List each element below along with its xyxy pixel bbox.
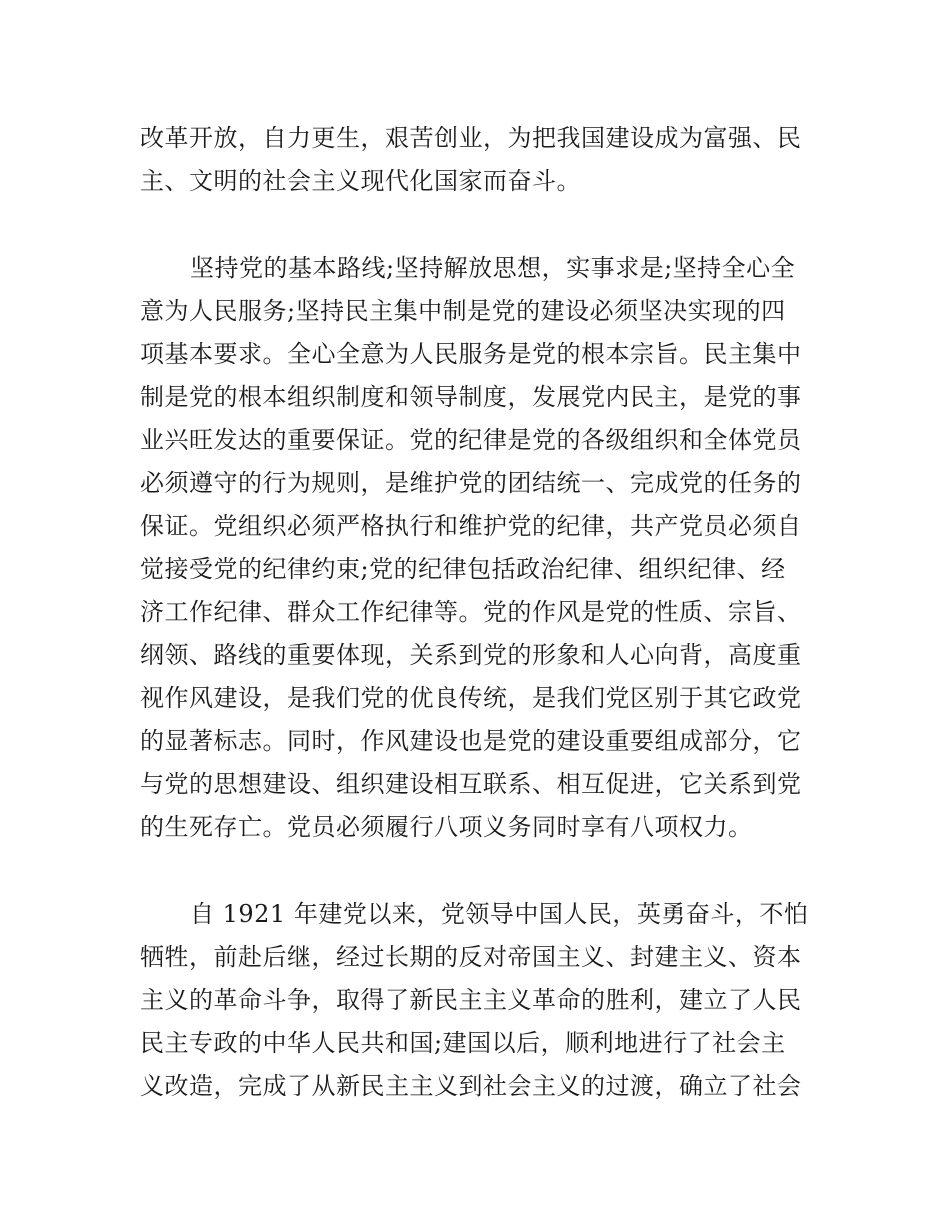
text-line: 必须遵守的行为规则，是维护党的团结统一、完成党的任务的 — [140, 469, 802, 497]
text-line: 主义的革命斗争，取得了新民主主义革命的胜利，建立了人民 — [140, 986, 802, 1014]
text-line: 意为人民服务;坚持民主集中制是党的建设必须坚决实现的四 — [140, 297, 786, 325]
text-line: 纲领、路线的重要体现，关系到党的形象和人心向背，高度重 — [140, 641, 802, 669]
text-line: 与党的思想建设、组织建设相互联系、相互促进，它关系到党 — [140, 770, 802, 798]
text-line: 民主专政的中华人民共和国;建国以后，顺利地进行了社会主 — [140, 1029, 786, 1057]
text-line: 视作风建设，是我们党的优良传统，是我们党区别于其它政党 — [140, 684, 802, 712]
text-line: 制是党的根本组织制度和领导制度，发展党内民主，是党的事 — [140, 383, 802, 411]
text-line: 济工作纪律、群众工作纪律等。党的作风是党的性质、宗旨、 — [140, 598, 802, 626]
text-line: 主、文明的社会主义现代化国家而奋斗。 — [140, 167, 581, 195]
text-line: 坚持党的基本路线;坚持解放思想，实事求是;坚持全心全 — [190, 254, 796, 282]
text-line: 的生死存亡。党员必须履行八项义务同时享有八项权力。 — [140, 813, 753, 841]
text-line: 保证。党组织必须严格执行和维护党的纪律，共产党员必须自 — [140, 512, 802, 540]
text-line: 觉接受党的纪律约束;党的纪律包括政治纪律、组织纪律、经 — [140, 555, 786, 583]
text-line: 业兴旺发达的重要保证。党的纪律是党的各级组织和全体党员 — [140, 426, 802, 454]
text-line: 项基本要求。全心全意为人民服务是党的根本宗旨。民主集中 — [140, 340, 802, 368]
text-line: 改革开放，自力更生，艰苦创业，为把我国建设成为富强、民 — [140, 124, 802, 152]
text-line: 义改造，完成了从新民主主义到社会主义的过渡，确立了社会 — [140, 1072, 802, 1100]
text-line: 牺牲，前赴后继，经过长期的反对帝国主义、封建主义、资本 — [140, 943, 802, 971]
text-line: 自 1921 年建党以来，党领导中国人民，英勇奋斗，不怕 — [190, 900, 809, 928]
text-line: 的显著标志。同时，作风建设也是党的建设重要组成部分，它 — [140, 727, 802, 755]
